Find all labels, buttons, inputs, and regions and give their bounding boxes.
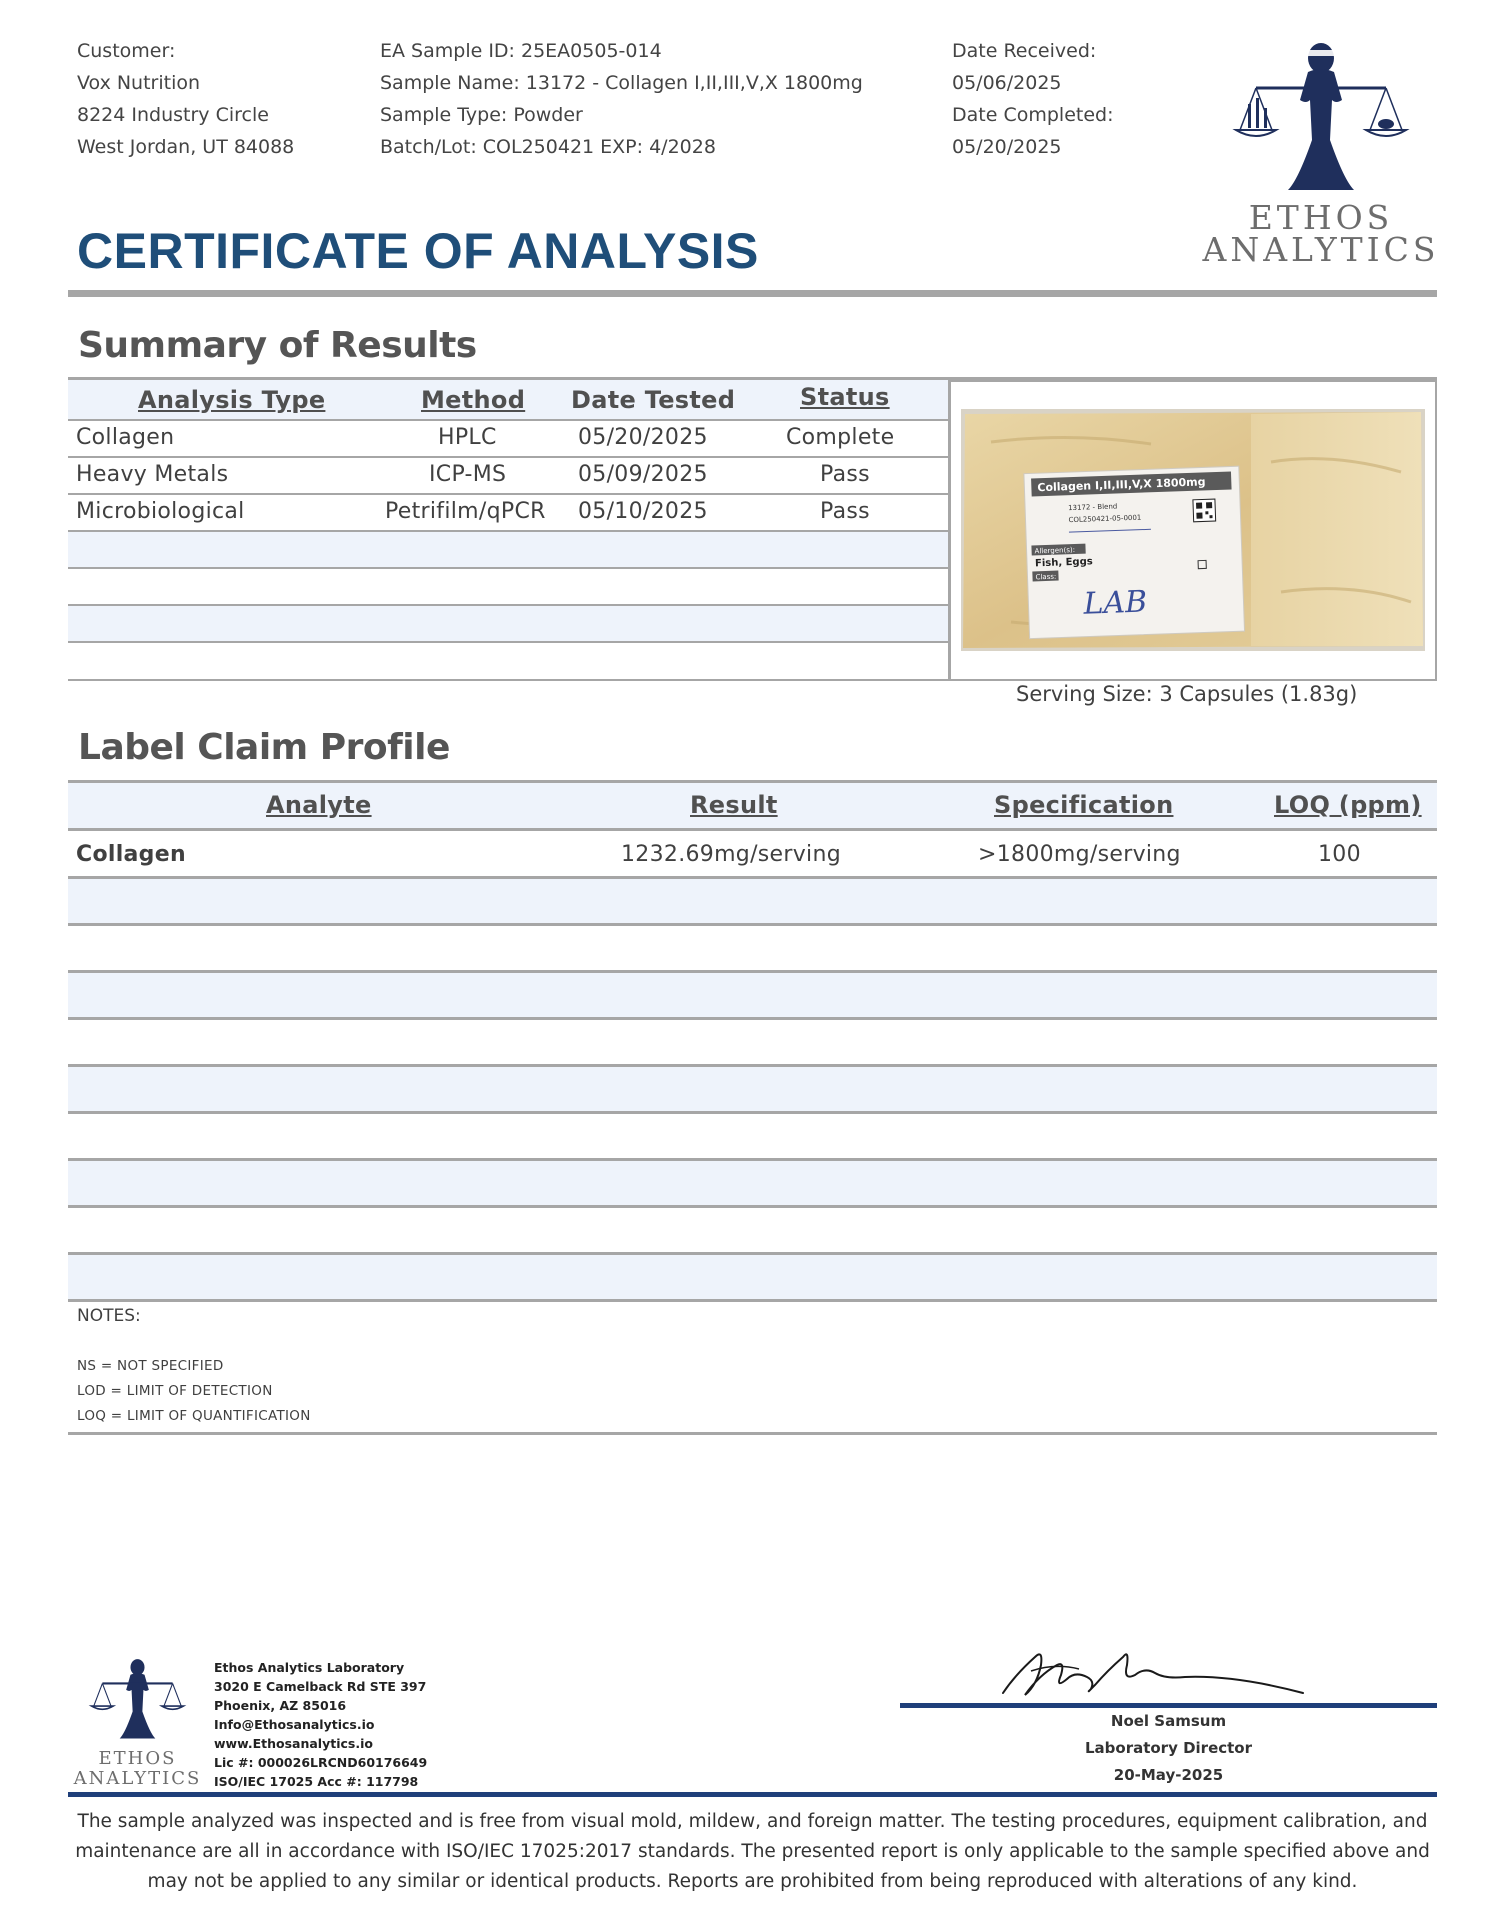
- signer-block: [900, 1708, 1437, 1789]
- footer-logo: [70, 1652, 205, 1794]
- sample-name: Sample Name: 13172 - Collagen I,II,III,V,X 1800mg: [380, 72, 863, 94]
- table-row-empty: [68, 1020, 1437, 1067]
- col-analysis-type: Analysis Type: [138, 386, 326, 414]
- col-loq: LOQ (ppm): [1274, 791, 1422, 819]
- analysis-type-cell: Collagen: [76, 425, 175, 450]
- date-received: 05/06/2025: [952, 72, 1062, 94]
- col-specification: Specification: [994, 791, 1174, 819]
- sample-id: EA Sample ID: 25EA0505-014: [380, 40, 662, 62]
- lab-email: Info@Ethosanalytics.io: [214, 1717, 375, 1732]
- note-item: LOQ = LIMIT OF QUANTIFICATION: [77, 1408, 311, 1424]
- photo-label-allergen-label: Allergen(s):: [1034, 545, 1076, 556]
- date-completed: 05/20/2025: [952, 136, 1062, 158]
- ethos-logo: [1196, 30, 1446, 280]
- col-result: Result: [690, 791, 778, 819]
- signed-date: 20-May-2025: [1113, 1766, 1224, 1784]
- table-row-empty: [68, 532, 948, 569]
- photo-label-title: Collagen I,II,III,V,X 1800mg: [1037, 475, 1206, 495]
- col-date-tested: Date Tested: [571, 386, 736, 414]
- table-row-empty: [68, 1208, 1437, 1255]
- date-tested-cell: 05/09/2025: [578, 462, 708, 487]
- photo-label-line2: COL250421-05-0001: [1068, 513, 1142, 525]
- sample-block: [380, 35, 863, 163]
- sample-photo: [951, 382, 1435, 679]
- lab-info: [214, 1658, 427, 1791]
- signer-name: Noel Samsum: [1110, 1712, 1227, 1730]
- table-row: [68, 421, 948, 458]
- footer-logo-text-ethos: ETHOS: [98, 1748, 177, 1769]
- disclaimer: The sample analyzed was inspected and is free from visual mold, mildew, and foreign matter. The testing procedures, equipment calibration, and maintenance are all in accordance with ISO/IEC 17025:2017 standards. The presented report is only applicable to the sample specified above and may not be applied to any similar or identical products. Reports are prohibited from being reproduced with alterations of any kind.: [75, 1811, 1430, 1892]
- table-row-empty: [68, 1161, 1437, 1208]
- customer-block: [77, 35, 294, 163]
- qr-code-icon: [1193, 499, 1216, 522]
- lab-license: Lic #: 000026LRCND60176649: [214, 1755, 428, 1770]
- status-cell: Pass: [820, 499, 870, 524]
- table-row-empty: [68, 973, 1437, 1020]
- table-row: [68, 495, 948, 532]
- analysis-type-cell: Microbiological: [76, 499, 245, 524]
- photo-label-line1: 13172 - Blend: [1067, 502, 1118, 513]
- analysis-type-cell: Heavy Metals: [76, 462, 229, 487]
- date-completed-label: Date Completed:: [952, 104, 1114, 126]
- note-item: NS = NOT SPECIFIED: [77, 1358, 224, 1374]
- status-cell: Complete: [786, 425, 895, 450]
- specification-cell: >1800mg/serving: [978, 842, 1181, 867]
- method-cell: Petrifilm/qPCR: [385, 499, 546, 524]
- date-tested-cell: 05/10/2025: [578, 499, 708, 524]
- logo-text-ethos: ETHOS: [1248, 198, 1394, 237]
- lab-web: www.Ethosanalytics.io: [214, 1736, 373, 1751]
- serving-size: Serving Size: 3 Capsules (1.83g): [1016, 682, 1358, 706]
- dates-block: [952, 35, 1113, 163]
- photo-label-class: Class:: [1035, 572, 1057, 582]
- analyte-cell: Collagen: [76, 842, 186, 867]
- method-cell: HPLC: [438, 425, 497, 450]
- status-cell: Pass: [820, 462, 870, 487]
- footer-logo-text-analytics: ANALYTICS: [73, 1768, 202, 1789]
- table-row-empty: [68, 879, 1437, 926]
- customer-name: Vox Nutrition: [77, 72, 201, 94]
- lab-name: Ethos Analytics Laboratory: [214, 1660, 405, 1675]
- justice-scale-icon: [70, 1652, 205, 1744]
- lab-address2: Phoenix, AZ 85016: [214, 1698, 347, 1713]
- table-row-empty: [68, 606, 948, 643]
- date-received-label: Date Received:: [952, 40, 1097, 62]
- summary-heading: Summary of Results: [78, 325, 477, 366]
- col-method: Method: [421, 386, 526, 414]
- table-row-empty: [68, 643, 948, 681]
- table-row: [68, 458, 948, 495]
- customer-address-line1: 8224 Industry Circle: [77, 104, 269, 126]
- photo-label-allergens: Fish, Eggs: [1034, 556, 1093, 570]
- note-item: LOD = LIMIT OF DETECTION: [77, 1383, 273, 1399]
- label-claim-header-row: [68, 783, 1437, 831]
- notes-label: NOTES:: [77, 1306, 141, 1326]
- table-row: [68, 831, 1437, 879]
- logo-text-analytics: ANALYTICS: [1202, 230, 1440, 269]
- footer-divider: [68, 1792, 1437, 1797]
- customer-label: Customer:: [77, 40, 176, 62]
- photo-handwriting: LAB: [1082, 584, 1148, 622]
- batch-lot: Batch/Lot: COL250421 EXP: 4/2028: [380, 136, 716, 158]
- loq-cell: 100: [1318, 842, 1361, 867]
- summary-header-row: [68, 380, 948, 421]
- date-tested-cell: 05/20/2025: [578, 425, 708, 450]
- table-row-empty: [68, 1067, 1437, 1114]
- lab-iso: ISO/IEC 17025 Acc #: 117798: [214, 1774, 419, 1789]
- lab-address1: 3020 E Camelback Rd STE 397: [214, 1679, 427, 1694]
- result-cell: 1232.69mg/serving: [621, 842, 841, 867]
- sample-photo-frame: [948, 380, 1437, 681]
- col-analyte: Analyte: [266, 791, 372, 819]
- col-status: Status: [800, 383, 890, 411]
- sample-type: Sample Type: Powder: [380, 104, 583, 126]
- label-claim-heading: Label Claim Profile: [78, 727, 450, 768]
- method-cell: ICP-MS: [429, 462, 507, 487]
- customer-address-line2: West Jordan, UT 84088: [77, 136, 295, 158]
- table-row-empty: [68, 926, 1437, 973]
- title-divider: [68, 290, 1437, 297]
- table-row-empty: [68, 1255, 1437, 1302]
- table-row-empty: [68, 1114, 1437, 1161]
- table-row-empty: [68, 569, 948, 606]
- justice-scale-icon: [1196, 30, 1446, 200]
- page-title: CERTIFICATE OF ANALYSIS: [77, 223, 759, 279]
- director-signature: [995, 1635, 1315, 1705]
- signer-title: Laboratory Director: [1084, 1739, 1253, 1757]
- notes-bottom-rule: [68, 1432, 1437, 1435]
